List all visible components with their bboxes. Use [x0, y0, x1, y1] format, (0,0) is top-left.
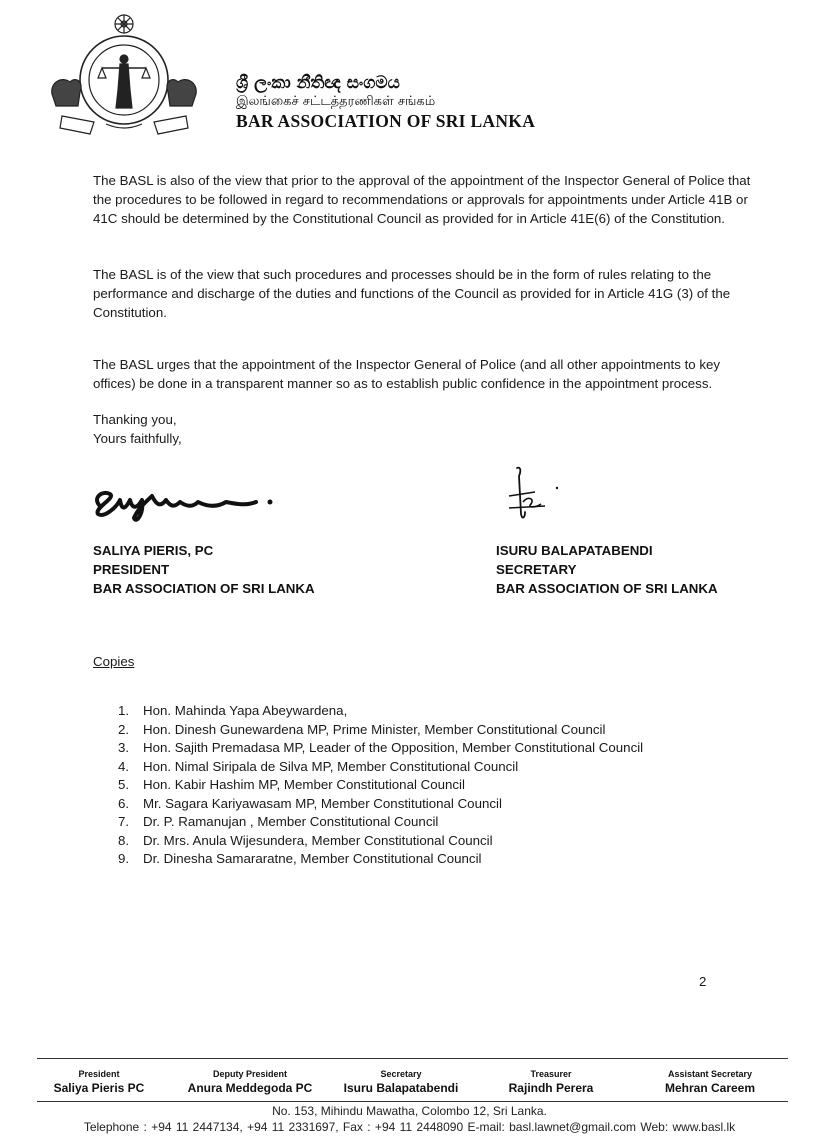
list-text: Hon. Nimal Siripala de Silva MP, Member Constitutional Council	[143, 758, 519, 774]
officer-role: Treasurer	[530, 1069, 572, 1079]
footer-officer	[180, 1068, 320, 1096]
paragraph-3: The BASL urges that the appointment of the Inspector General of Police (and all other appointments to key offices) be done in a transparent manner so as to establish public confidence in the appointment process.	[93, 357, 721, 391]
paragraph-1: The BASL is also of the view that prior to the approval of the appointment of the Inspector General of Police that the procedures to be followed in regard to recommendations or approvals for appointments under Article 41B or 41C should be determined by the Constitutional Council as provided for in Article 41E(6) of the Constitution.	[93, 173, 751, 226]
list-number: 3.	[118, 740, 130, 755]
list-item	[118, 850, 643, 869]
footer-divider	[37, 1101, 788, 1102]
signatory-secretary	[496, 541, 718, 598]
officer-name: Anura Meddegoda PC	[187, 1081, 313, 1095]
list-text: Hon. Dinesh Gunewardena MP, Prime Minister, Member Constitutional Council	[143, 721, 606, 737]
paragraph-2: The BASL is of the view that such procedures and processes should be in the form of rules relating to the performance and discharge of the duties and functions of the Council as provided for in Article 41G (3) of the Constitution.	[93, 267, 731, 320]
list-item	[118, 758, 643, 777]
org-name-english: BAR ASSOCIATION OF SRI LANKA	[236, 111, 536, 131]
list-item	[118, 721, 643, 740]
officer-role: Deputy President	[212, 1069, 288, 1079]
signatory-org: BAR ASSOCIATION OF SRI LANKA	[496, 581, 718, 596]
signatory-org: BAR ASSOCIATION OF SRI LANKA	[93, 581, 315, 596]
officer-role: President	[78, 1069, 120, 1079]
signatory-title: SECRETARY	[496, 562, 577, 577]
closing-yours: Yours faithfully,	[93, 431, 182, 446]
footer-officer	[481, 1068, 621, 1096]
organization-names	[236, 73, 535, 132]
footer-contact: Telephone : +94 11 2447134, +94 11 2331697, Fax : +94 11 2448090 E-mail: basl.lawnet@gmail.com Web: www.basl.lk	[83, 1120, 736, 1134]
list-item	[118, 776, 643, 795]
signatory-name: ISURU BALAPATABENDI	[496, 543, 653, 558]
list-text: Mr. Sagara Kariyawasam MP, Member Constitutional Council	[143, 795, 502, 811]
closing	[93, 410, 763, 448]
list-item	[118, 739, 643, 758]
president-signature	[90, 478, 280, 528]
copies-heading: Copies	[93, 654, 135, 669]
secretary-signature	[505, 462, 565, 532]
org-name-tamil: இலங்கைச் சட்டத்தரணிகள் சங்கம்	[236, 94, 436, 109]
list-number: 4.	[118, 758, 130, 774]
page-number: 2	[699, 974, 707, 989]
list-number: 2.	[118, 721, 130, 737]
footer-officer	[331, 1068, 471, 1096]
list-text: Dr. Dinesha Samararatne, Member Constitutional Council	[143, 851, 482, 866]
basl-emblem-icon	[44, 12, 204, 137]
list-item	[118, 832, 643, 851]
list-number: 1.	[118, 703, 130, 718]
footer-divider	[37, 1058, 788, 1059]
footer-address: No. 153, Mihindu Mawatha, Colombo 12, Sri Lanka.	[272, 1104, 547, 1118]
list-number: 7.	[118, 814, 130, 829]
signatory-name: SALIYA PIERIS, PC	[93, 543, 214, 558]
copies-list	[118, 702, 643, 869]
list-text: Hon. Mahinda Yapa Abeywardena,	[143, 703, 348, 718]
list-item	[118, 702, 643, 721]
officer-name: Rajindh Perera	[508, 1081, 594, 1095]
list-text: Hon. Kabir Hashim MP, Member Constitutional Council	[143, 777, 465, 792]
signatory-president	[93, 541, 315, 598]
footer-officer	[29, 1068, 169, 1096]
officer-name: Saliya Pieris PC	[53, 1081, 145, 1095]
signatory-title: PRESIDENT	[93, 562, 170, 577]
list-text: Dr. Mrs. Anula Wijesundera, Member Constitutional Council	[143, 832, 493, 848]
list-number: 6.	[118, 795, 130, 811]
closing-thanks: Thanking you,	[93, 412, 177, 427]
list-text: Hon. Sajith Premadasa MP, Leader of the Opposition, Member Constitutional Council	[143, 740, 644, 755]
list-text: Dr. P. Ramanujan , Member Constitutional Council	[143, 814, 439, 829]
officer-role: Secretary	[380, 1069, 422, 1079]
list-item	[118, 795, 643, 814]
officer-name: Isuru Balapatabendi	[343, 1081, 459, 1095]
org-name-sinhala: ශ්‍රී ලංකා නීතිඥ සංගමය	[236, 73, 400, 93]
officer-name: Mehran Careem	[664, 1081, 756, 1095]
list-number: 9.	[118, 851, 130, 866]
officer-role: Assistant Secretary	[667, 1069, 753, 1079]
footer-officer	[640, 1068, 780, 1096]
list-number: 5.	[118, 777, 130, 792]
list-number: 8.	[118, 832, 130, 848]
list-item	[118, 813, 643, 832]
